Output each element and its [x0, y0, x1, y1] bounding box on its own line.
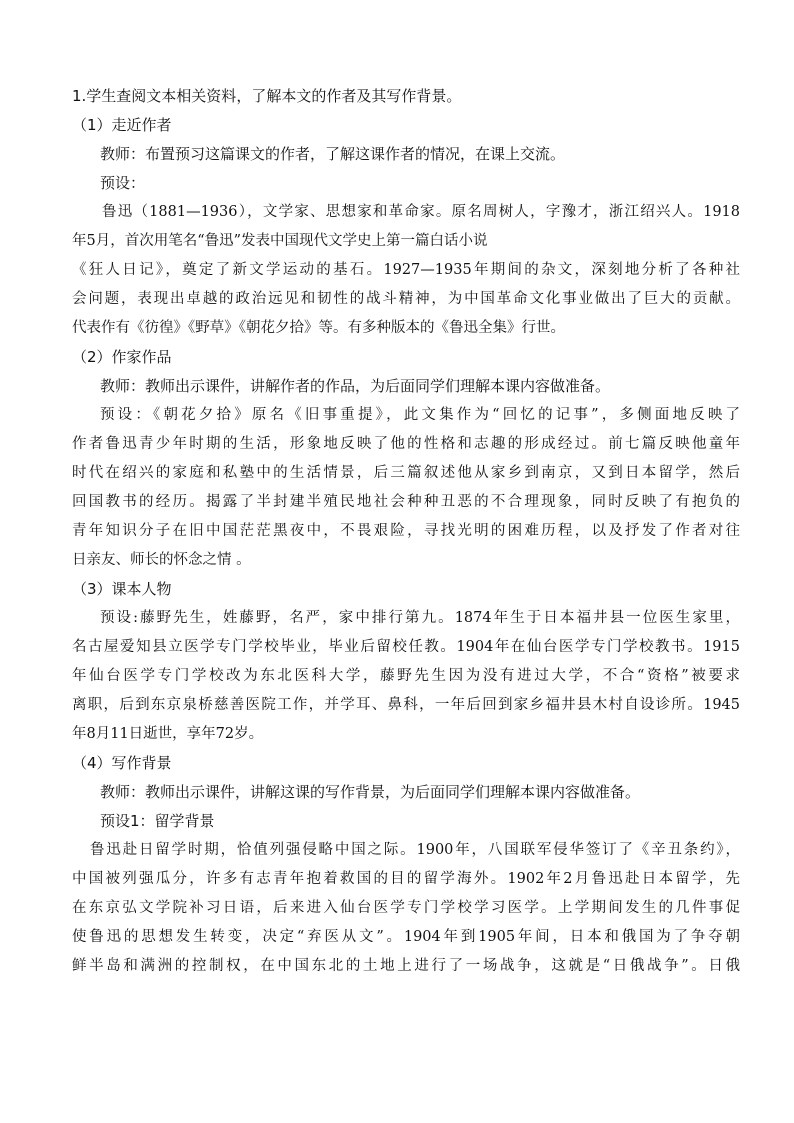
- section-4-paragraph-line: 使鲁迅的思想发生转变，决定“弃医从文”。1904年到1905年间，日本和俄国为了争夺朝: [72, 929, 740, 945]
- section-2-paragraph-line: 回国教书的经历。揭露了半封建半殖民地社会种种丑恶的不合理现象，同时反映了有抱负的: [72, 494, 740, 510]
- section-4-paragraph-line: 中国被列强瓜分，许多有志青年抱着救国的目的留学海外。1902年2月鲁迅赴日本留学，先: [72, 871, 740, 887]
- section-1-paragraph-line: 《狂人日记》，奠定了新文学运动的基石。1927—1935年期间的杂文，深刻地分析了各种社: [72, 262, 740, 278]
- item-1-title: 1.学生查阅文本相关资料，了解本文的作者及其写作背景。: [72, 87, 462, 105]
- section-3-paragraph-line: 年仙台医学专门学校改为东北医科大学，藤野先生因为没有进过大学，不合“资格”被要求: [72, 668, 740, 684]
- section-2-paragraph-line: 作者鲁迅青少年时期的生活，形象地反映了他的性格和志趣的形成经过。前七篇反映他童年: [72, 436, 740, 452]
- section-4-paragraph-line: 鲁迅赴日留学时期，恰值列强侵略中国之际。1900年，八国联军侵华签订了《辛丑条约》，: [90, 842, 740, 858]
- section-1-preset-label: 预设：: [100, 174, 146, 192]
- section-2-paragraph-line: 预设：《朝花夕拾》原名《旧事重提》，此文集作为“回忆的记事”，多侧面地反映了: [100, 407, 740, 423]
- section-4-paragraph-line: 鲜半岛和满洲的控制权，在中国东北的土地上进行了一场战争，这就是“日俄战争”。日俄: [72, 958, 740, 974]
- section-3-paragraph-line: 年8月11日逝世，享年72岁。: [72, 726, 264, 742]
- section-2-paragraph-line: 青年知识分子在旧中国茫茫黑夜中，不畏艰险，寻找光明的困难历程，以及抒发了作者对往: [72, 523, 740, 539]
- section-3-paragraph-line: 离职，后到东京泉桥慈善医院工作，并学耳、鼻科，一年后回到家乡福井县木村自设诊所。1945: [72, 697, 740, 713]
- section-3-paragraph-line: 名古屋爱知县立医学专门学校毕业，毕业后留校任教。1904年在仙台医学专门学校教书。1915: [72, 639, 740, 655]
- document-page: [72, 82, 740, 981]
- section-2-teacher: 教师：教师出示课件，讲解作者的作品，为后面同学们理解本课内容做准备。: [100, 377, 611, 395]
- section-1-paragraph-line: 会问题，表现出卓越的政治远见和韧性的战斗精神，为中国革命文化事业做出了巨大的贡献。: [72, 291, 740, 307]
- section-1-heading: （1）走近作者: [72, 116, 172, 134]
- section-3-paragraph-line: 预设:藤野先生，姓藤野，名严，家中排行第九。1874年生于日本福井县一位医生家里，: [100, 610, 740, 626]
- section-1-paragraph-line: 年5月，首次用笔名“鲁迅”发表中国现代文学史上第一篇白话小说: [72, 233, 488, 249]
- section-2-paragraph-line: 时代在绍兴的家庭和私塾中的生活情景，后三篇叙述他从家乡到南京，又到日本留学，然后: [72, 465, 740, 481]
- section-2-heading: （2）作家作品: [72, 348, 172, 366]
- section-1-paragraph-line: 鲁迅（1881—1936），文学家、思想家和革命家。原名周树人，字豫才，浙江绍兴人。1918: [102, 204, 740, 220]
- section-4-paragraph-line: 在东京弘文学院补习日语，后来进入仙台医学专门学校学习医学。上学期间发生的几件事促: [72, 900, 740, 916]
- section-4-teacher: 教师：教师出示课件，讲解这课的写作背景，为后面同学们理解本课内容做准备。: [100, 783, 641, 801]
- section-4-preset: 预设1：留学背景: [100, 812, 215, 830]
- section-1-teacher: 教师：布置预习这篇课文的作者，了解这课作者的情况，在课上交流。: [100, 145, 566, 163]
- section-4-heading: （4）写作背景: [72, 754, 172, 772]
- section-1-paragraph-line: 代表作有《彷徨》《野草》《朝花夕拾》等。有多种版本的《鲁迅全集》行世。: [72, 320, 565, 336]
- section-2-paragraph-line: 日亲友、师长的怀念之情 。: [72, 552, 251, 568]
- section-3-heading: （3）课本人物: [72, 580, 172, 598]
